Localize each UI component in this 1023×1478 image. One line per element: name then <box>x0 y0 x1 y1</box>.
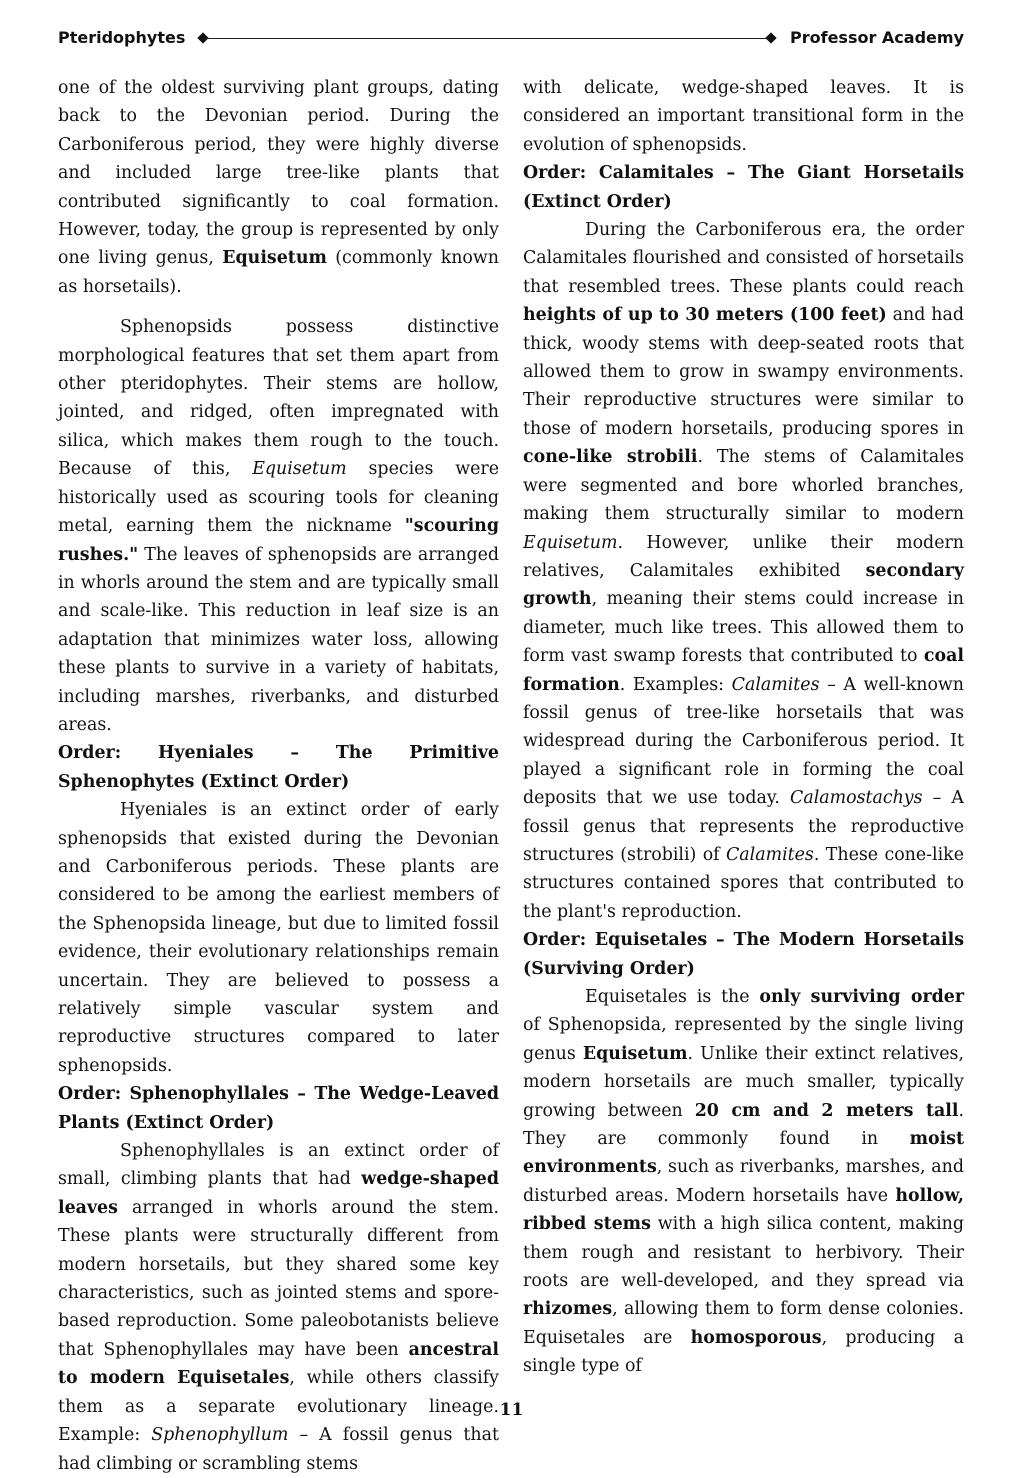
section-heading: Order: Calamitales – The Giant Horsetails (Extinct Order) <box>523 163 964 212</box>
paragraph: Equisetales is the only surviving order of Sphenopsida, represented by the single living genus Equisetum. Unlike their extinct relatives, modern horsetails are much smaller, typically growing between 20 cm and 2 meters tall. They are commonly found in moist environments, such as riverbanks, marshes, and disturbed areas. Modern horsetails have hollow, ribbed stems with a high silica content, making them rough and resistant to herbivory. Their roots are well-developed, and they spread via rhizomes, allowing them to form dense colonies. Equisetales are homosporous, producing a single type of <box>523 987 964 1377</box>
paragraph: one of the oldest surviving plant groups, dating back to the Devonian period. During the Carboniferous period, they were highly diverse and included large tree-like plants that contributed significantly to coal formation. However, today, the group is represented by only one living genus, Equisetum (commonly known as horsetails). <box>58 78 499 297</box>
right-column <box>523 74 964 1381</box>
header-publisher: Professor Academy <box>790 28 964 47</box>
section-heading: Order: Sphenophyllales – The Wedge-Leaved Plants (Extinct Order) <box>58 1084 499 1133</box>
left-column <box>58 74 499 1478</box>
page-number: 11 <box>499 1400 524 1420</box>
header-chapter-title: Pteridophytes <box>58 28 186 47</box>
paragraph: During the Carboniferous era, the order Calamitales flourished and consisted of horsetails that resembled trees. These plants could reach heights of up to 30 meters (100 feet) and had thick, woody stems with deep-seated roots that allowed them to grow in swampy environments. Their reproductive structures were similar to those of modern horsetails, producing spores in cone-like strobili. The stems of Calamitales were segmented and bore whorled branches, making them structurally similar to modern Equisetum. However, unlike their modern relatives, Calamitales exhibited secondary growth, meaning their stems could increase in diameter, much like trees. This allowed them to form vast swamp forests that contributed to coal formation. Examples: Calamites – A well-known fossil genus of tree-like horsetails that was widespread during the Carboniferous period. It played a significant role in forming the coal deposits that we use today. Calamostachys – A fossil genus that represents the reproductive structures (strobili) of Calamites. These cone-like structures contained spores that contributed to the plant's reproduction. <box>523 220 965 922</box>
running-header <box>58 26 964 52</box>
paragraph: Sphenopsids possess distinctive morphological features that set them apart from other pteridophytes. Their stems are hollow, jointed, and ridged, often impregnated with silica, which makes them rough to the touch. Because of this, Equisetum species were historically used as scouring tools for cleaning metal, earning them the nickname "scouring rushes." The leaves of sphenopsids are arranged in whorls around the stem and are typically small and scale-like. This reduction in leaf size is an adaptation that minimizes water loss, allowing these plants to survive in a variety of habitats, including marshes, riverbanks, and disturbed areas. <box>58 317 499 735</box>
paragraph: with delicate, wedge-shaped leaves. It is considered an important transitional form in the evolution of sphenopsids. <box>523 78 964 155</box>
header-rule <box>204 38 770 39</box>
section-heading: Order: Equisetales – The Modern Horsetails (Surviving Order) <box>523 930 964 979</box>
paragraph: Sphenophyllales is an extinct order of small, climbing plants that had wedge-shaped leaves arranged in whorls around the stem. These plants were structurally different from modern horsetails, but they shared some key characteristics, such as jointed stems and spore-based reproduction. Some paleobotanists believe that Sphenophyllales may have been ancestral to modern Equisetales, while others classify them as a separate evolutionary lineage. Example: Sphenophyllum – A fossil genus that had climbing or scrambling stems <box>58 1141 499 1474</box>
header-diamond-right <box>765 32 776 43</box>
paragraph: Hyeniales is an extinct order of early sphenopsids that existed during the Devonian and Carboniferous periods. These plants are considered to be among the earliest members of the Sphenopsida lineage, but due to limited fossil evidence, their evolutionary relationships remain uncertain. They are believed to possess a relatively simple vascular system and reproductive structures compared to later sphenopsids. <box>58 800 499 1076</box>
section-heading: Order: Hyeniales – The Primitive Sphenophytes (Extinct Order) <box>58 743 499 792</box>
